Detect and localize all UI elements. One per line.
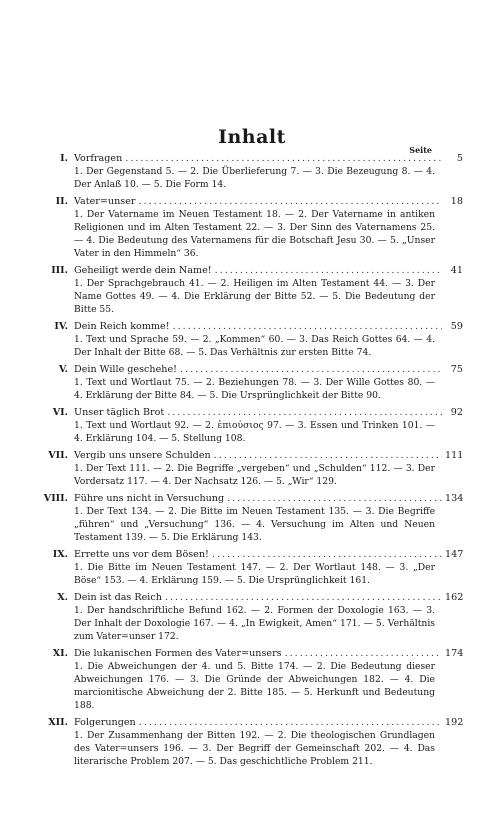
chapter-page-number: 92 (450, 407, 463, 418)
chapter-title: Dein ist das Reich (74, 592, 162, 603)
chapter-title: Vorfragen (74, 153, 123, 164)
toc-entry-heading-row (40, 264, 463, 277)
leader-dots (167, 406, 442, 419)
toc-entry (40, 716, 464, 768)
toc-entry (40, 264, 463, 316)
page-column-label: Seite (409, 145, 432, 155)
chapter-sections: 1. Text und Sprache 59. — 2. „Kommen“ 60. — 3. Das Reich Gottes 64. — 4. Der Inhalt der Bitte 68. — 5. Das Verhältnis zur ersten Bitte 74. (74, 334, 435, 358)
toc-entry (40, 195, 463, 260)
leader-dots (285, 647, 442, 660)
toc-entry (40, 152, 463, 191)
toc-entry-heading-row (40, 320, 463, 333)
toc-entry-heading-row (40, 492, 464, 505)
chapter-title: Vater=unser (74, 196, 136, 207)
leader-dots (215, 264, 442, 277)
chapter-number: XI. (52, 648, 68, 659)
chapter-sections: 1. Der Text 111. — 2. Die Begriffe „vergeben“ und „Schulden“ 112. — 3. Der Vordersatz 117. — 4. Der Nachsatz 126. — 5. „Wir“ 129. (74, 463, 435, 487)
table-of-contents (40, 152, 464, 768)
chapter-title: Folgerungen (74, 717, 136, 728)
chapter-page-number: 192 (445, 717, 464, 728)
toc-entry-heading-row (40, 716, 464, 729)
toc-entry (40, 647, 464, 712)
chapter-title: Unser täglich Brot (74, 407, 165, 418)
chapter-title: Die lukanischen Formen des Vater=unsers (74, 648, 282, 659)
chapter-number: II. (55, 196, 68, 207)
chapter-sections: 1. Der handschriftliche Befund 162. — 2. Formen der Doxologie 163. — 3. Der Inhalt der Doxologie 167. — 4. „In Ewigkeit, Amen“ 171. — 5. Verhältnis zum Vater=unser 172. (74, 605, 435, 642)
chapter-page-number: 147 (445, 549, 464, 560)
chapter-page-number: 18 (450, 196, 463, 207)
chapter-title: Führe uns nicht in Versuchung (74, 493, 225, 504)
chapter-title: Errette uns vor dem Bösen! (74, 549, 209, 560)
chapter-page-number: 5 (456, 153, 463, 164)
leader-dots (138, 195, 442, 208)
toc-entry-heading-row (40, 363, 463, 376)
chapter-page-number: 162 (445, 592, 464, 603)
chapter-number: I. (60, 153, 68, 164)
toc-entry-heading-row (40, 548, 464, 561)
chapter-sections: 1. Der Vatername im Neuen Testament 18. — 2. Der Vatername in antiken Religionen und im Alten Testament 22. — 3. Der Sinn des Vaternamens 25. — 4. Die Bedeutung des Vaternamens für die Botschaft Jesu 30. — 5. „Unser Vater in den Himmeln“ 36. (74, 209, 435, 259)
toc-entry (40, 320, 463, 359)
toc-entry (40, 548, 464, 587)
chapter-number: X. (57, 592, 68, 603)
chapter-number: IX. (52, 549, 68, 560)
toc-entry (40, 449, 464, 488)
chapter-number: VII. (48, 450, 68, 461)
chapter-page-number: 134 (445, 493, 464, 504)
leader-dots (180, 363, 442, 376)
chapter-number: V. (58, 364, 68, 375)
chapter-page-number: 59 (450, 321, 463, 332)
chapter-sections: 1. Der Gegenstand 5. — 2. Die Überlieferung 7. — 3. Die Bezeugung 8. — 4. Der Anlaß 10. — 5. Die Form 14. (74, 166, 435, 190)
chapter-title: Dein Reich komme! (74, 321, 170, 332)
toc-entry (40, 363, 463, 402)
chapter-sections: 1. Text und Wortlaut 75. — 2. Beziehungen 78. — 3. Der Wille Gottes 80. — 4. Erklärung der Bitte 84. — 5. Die Ursprünglichkeit der Bitte 90. (74, 377, 435, 401)
toc-entry-heading-row (40, 406, 463, 419)
toc-entry-heading-row (40, 195, 463, 208)
chapter-page-number: 41 (450, 265, 463, 276)
leader-dots (227, 492, 442, 505)
chapter-sections: 1. Der Sprachgebrauch 41. — 2. Heiligen im Alten Testament 44. — 3. Der Name Gottes 49. — 4. Die Erklärung der Bitte 52. — 5. Die Bedeutung der Bitte 55. (74, 278, 435, 315)
chapter-title: Geheiligt werde dein Name! (74, 265, 212, 276)
leader-dots (214, 449, 442, 462)
leader-dots (125, 152, 442, 165)
toc-entry-heading-row (40, 152, 463, 165)
chapter-title: Dein Wille geschehe! (74, 364, 177, 375)
toc-entry (40, 591, 464, 643)
chapter-page-number: 111 (445, 450, 464, 461)
chapter-sections: 1. Die Bitte im Neuen Testament 147. — 2. Der Wortlaut 148. — 3. „Der Böse“ 153. — 4. Erklärung 159. — 5. Die Ursprünglichkeit 161. (74, 562, 435, 586)
toc-entry-heading-row (40, 647, 464, 660)
toc-entry-heading-row (40, 591, 464, 604)
chapter-number: III. (51, 265, 68, 276)
chapter-number: IV. (54, 321, 68, 332)
chapter-page-number: 174 (445, 648, 464, 659)
chapter-number: VIII. (43, 493, 68, 504)
toc-entry (40, 406, 463, 445)
leader-dots (173, 320, 442, 333)
chapter-sections: 1. Die Abweichungen der 4. und 5. Bitte 174. — 2. Die Bedeutung dieser Abweichungen 176. — 3. Die Gründe der Abweichungen 182. — 4. Die marcionitische Abweichung der 2. Bitte 185. — 5. Herkunft und Bedeutung 188. (74, 661, 435, 711)
leader-dots (165, 591, 442, 604)
toc-entry (40, 492, 464, 544)
leader-dots (212, 548, 442, 561)
chapter-title: Vergib uns unsere Schulden (74, 450, 211, 461)
chapter-sections: 1. Der Text 134. — 2. Die Bitte im Neuen Testament 135. — 3. Die Begriffe „führen“ und „Versuchung“ 136. — 4. Versuchung im Alten und Neuen Testament 139. — 5. Die Erklärung 143. (74, 506, 435, 543)
leader-dots (139, 716, 442, 729)
chapter-sections: 1. Text und Wortlaut 92. — 2. ἐπιούσιος 97. — 3. Essen und Trinken 101. — 4. Erklärung 104. — 5. Stellung 108. (74, 420, 435, 444)
page-title: Inhalt (218, 126, 286, 148)
chapter-sections: 1. Der Zusammenhang der Bitten 192. — 2. Die theologischen Grundlagen des Vater=unsers 196. — 3. Der Begriff der Gemeinschaft 202. — 4. Das literarische Problem 207. — 5. Das geschichtliche Problem 211. (74, 730, 435, 767)
chapter-number: VI. (52, 407, 68, 418)
chapter-page-number: 75 (450, 364, 463, 375)
toc-entry-heading-row (40, 449, 464, 462)
chapter-number: XII. (48, 717, 68, 728)
